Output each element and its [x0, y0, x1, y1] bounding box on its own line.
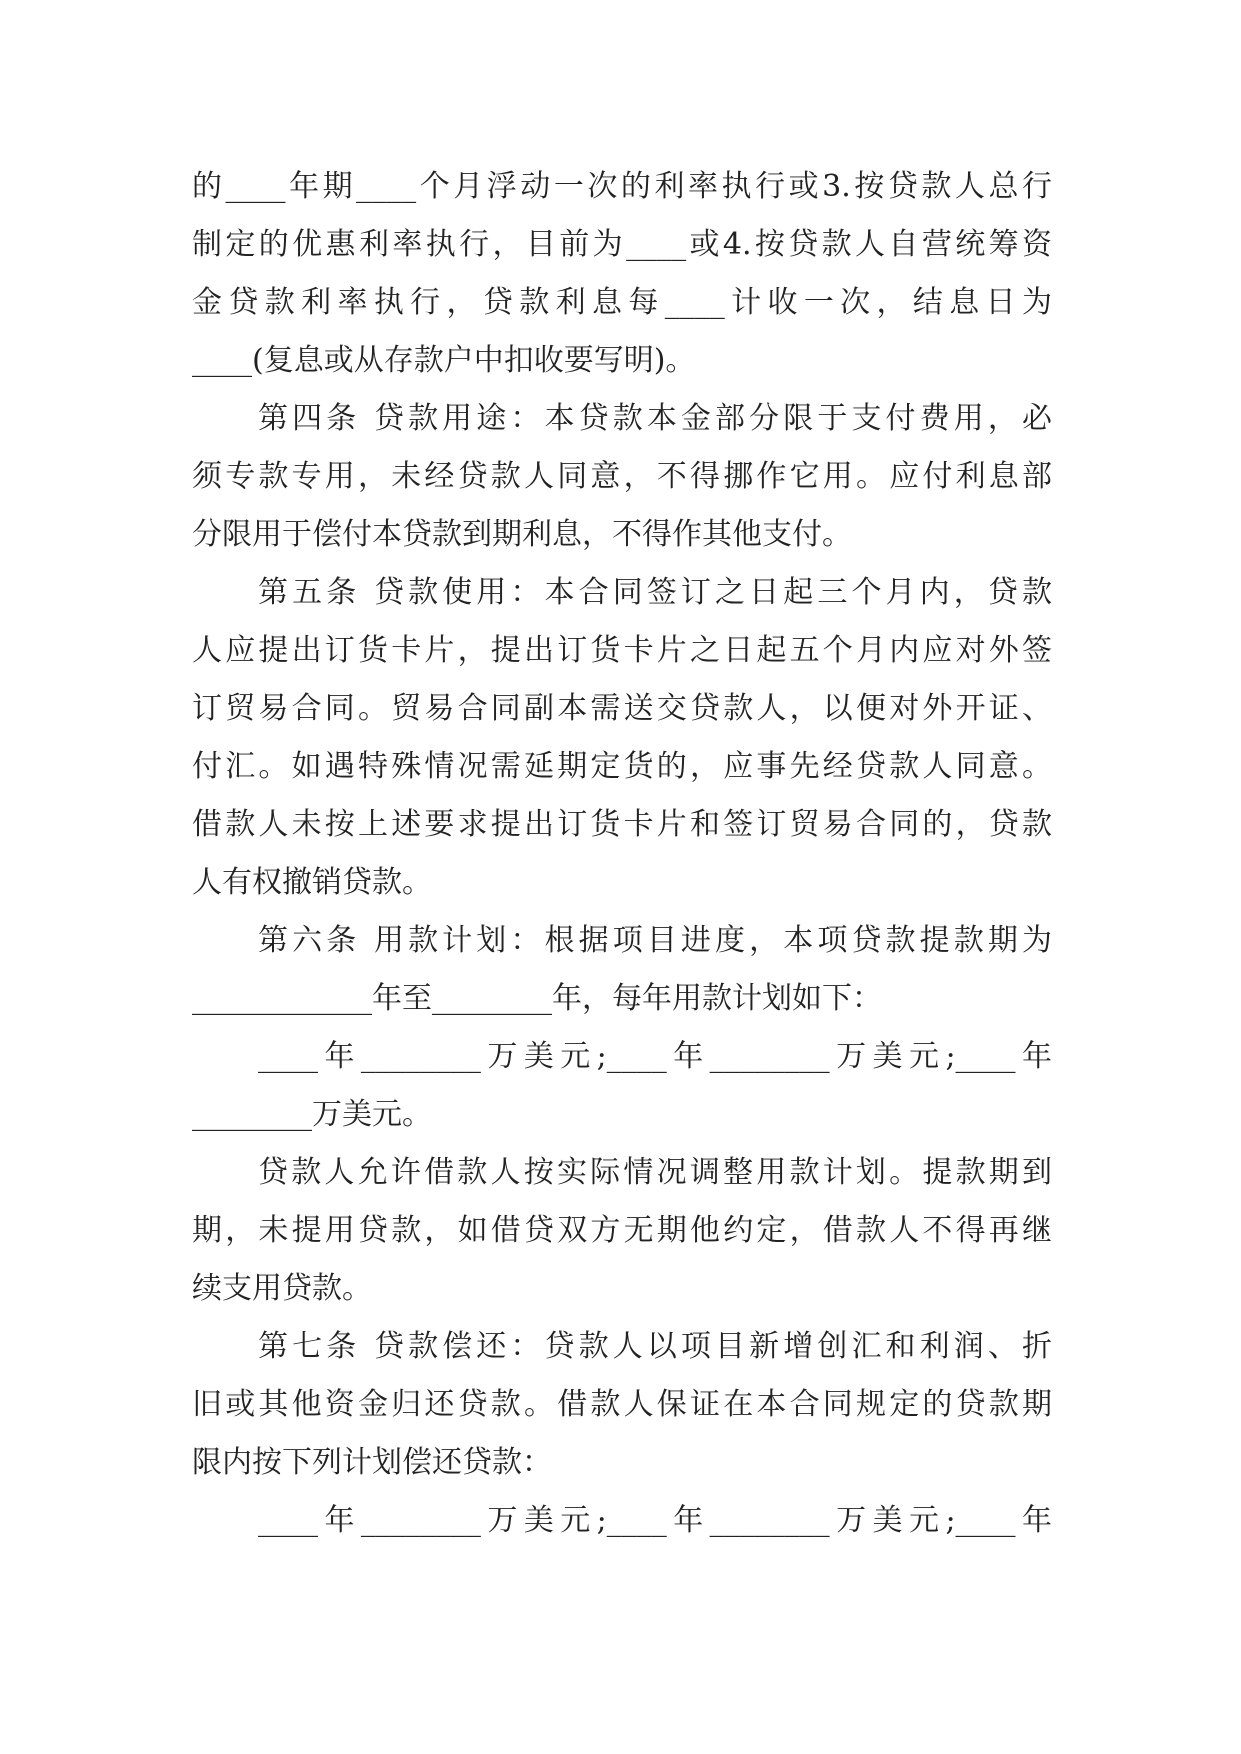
- paragraph-line: 贷款人允许借款人按实际情况调整用款计划。提款期到: [258, 1155, 1052, 1190]
- text-line: 人有权撤销贷款。: [192, 865, 432, 900]
- text-line: 金贷款利率执行，贷款利息每____计收一次，结息日为: [192, 285, 1052, 320]
- text-line: 续支用贷款。: [192, 1271, 372, 1306]
- article-6-line: 第六条 用款计划：根据项目进度，本项贷款提款期为: [258, 923, 1052, 958]
- contract-body: [192, 158, 1052, 1550]
- text-line: 期，未提用贷款，如借贷双方无期他约定，借款人不得再继: [192, 1213, 1052, 1248]
- text-line: ________万美元。: [192, 1097, 432, 1132]
- text-line: 旧或其他资金归还贷款。借款人保证在本合同规定的贷款期: [192, 1387, 1052, 1422]
- article-7-line: 第七条 贷款偿还：贷款人以项目新增创汇和利润、折: [258, 1329, 1052, 1364]
- text-line: 订贸易合同。贸易合同副本需送交贷款人，以便对外开证、: [192, 691, 1052, 726]
- text-line: 制定的优惠利率执行，目前为____或4.按贷款人自营统筹资: [192, 227, 1052, 262]
- text-line: 人应提出订货卡片，提出订货卡片之日起五个月内应对外签: [192, 633, 1052, 668]
- plan-line: ____年________万美元;____年________万美元;____年: [258, 1039, 1052, 1074]
- plan-line: ____年________万美元;____年________万美元;____年: [258, 1503, 1052, 1538]
- text-line: 的____年期____个月浮动一次的利率执行或3.按贷款人总行: [192, 169, 1052, 204]
- text-line: 须专款专用，未经贷款人同意，不得挪作它用。应付利息部: [192, 459, 1052, 494]
- text-line: 借款人未按上述要求提出订货卡片和签订贸易合同的，贷款: [192, 807, 1052, 842]
- text-line: 付汇。如遇特殊情况需延期定货的，应事先经贷款人同意。: [192, 749, 1052, 784]
- article-4-line: 第四条 贷款用途：本贷款本金部分限于支付费用，必: [258, 401, 1052, 436]
- text-line: 限内按下列计划偿还贷款：: [192, 1445, 552, 1480]
- text-line: ____________年至________年，每年用款计划如下：: [192, 981, 882, 1016]
- text-line: 分限用于偿付本贷款到期利息，不得作其他支付。: [192, 517, 852, 552]
- text-line: ____(复息或从存款户中扣收要写明)。: [192, 343, 696, 378]
- article-5-line: 第五条 贷款使用：本合同签订之日起三个月内，贷款: [258, 575, 1052, 610]
